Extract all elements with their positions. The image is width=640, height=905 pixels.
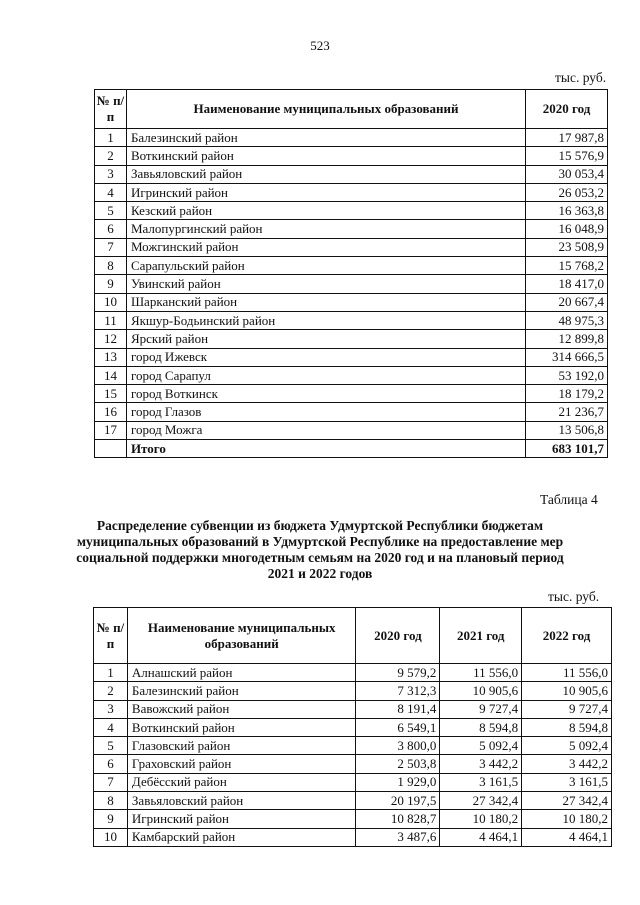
row-number: 6 [94, 755, 128, 773]
table2 [93, 607, 612, 847]
table-row [95, 366, 608, 384]
value-2021: 3 442,2 [440, 755, 522, 773]
row-number: 2 [94, 682, 128, 700]
value-2020: 23 508,9 [526, 238, 608, 256]
municipality-name: город Ижевск [126, 348, 525, 366]
table-row [94, 810, 612, 828]
table-row [95, 330, 608, 348]
municipality-name: Дебёсский район [127, 773, 356, 791]
value-2022: 8 594,8 [522, 718, 612, 736]
value-2021: 3 161,5 [440, 773, 522, 791]
municipality-name: Алнашский район [127, 664, 356, 682]
table-row [95, 129, 608, 147]
value-2020: 30 053,4 [526, 165, 608, 183]
municipality-name: Якшур-Бодьинский район [126, 311, 525, 329]
row-number: 7 [94, 773, 128, 791]
table2-unit: тыс. руб. [548, 589, 600, 604]
municipality-name: Ярский район [126, 330, 525, 348]
row-number: 9 [94, 810, 128, 828]
row-number: 16 [95, 403, 127, 421]
value-2022: 10 180,2 [522, 810, 612, 828]
table-row [94, 682, 612, 700]
table2-header-num: № п/п [94, 608, 128, 664]
table-row [95, 311, 608, 329]
row-number: 4 [94, 718, 128, 736]
row-number: 7 [95, 238, 127, 256]
municipality-name: Игринский район [127, 810, 356, 828]
table1-header-num: № п/п [95, 90, 127, 129]
row-number: 3 [94, 700, 128, 718]
value-2022: 3 161,5 [522, 773, 612, 791]
value-2020: 48 975,3 [526, 311, 608, 329]
municipality-name: Глазовский район [127, 737, 356, 755]
municipality-name: Балезинский район [127, 682, 356, 700]
value-2020: 26 053,2 [526, 183, 608, 201]
value-2021: 27 342,4 [440, 792, 522, 810]
municipality-name: город Воткинск [126, 385, 525, 403]
row-number: 14 [95, 366, 127, 384]
row-number: 6 [95, 220, 127, 238]
row-number: 5 [95, 202, 127, 220]
table-row [95, 257, 608, 275]
value-2020: 314 666,5 [526, 348, 608, 366]
municipality-name: Шарканский район [126, 293, 525, 311]
municipality-name: Вавожский район [127, 700, 356, 718]
table1-header-2020: 2020 год [526, 90, 608, 129]
municipality-name: Камбарский район [127, 828, 356, 846]
value-2021: 9 727,4 [440, 700, 522, 718]
total-value-2020: 683 101,7 [526, 440, 608, 458]
value-2020: 16 048,9 [526, 220, 608, 238]
municipality-name: Завьяловский район [127, 792, 356, 810]
value-2020: 18 417,0 [526, 275, 608, 293]
table-row [95, 275, 608, 293]
value-2022: 3 442,2 [522, 755, 612, 773]
table2-header-2021: 2021 год [440, 608, 522, 664]
value-2022: 9 727,4 [522, 700, 612, 718]
table2-header-2020: 2020 год [356, 608, 440, 664]
value-2021: 4 464,1 [440, 828, 522, 846]
value-2020: 3 800,0 [356, 737, 440, 755]
table2-header-2022: 2022 год [522, 608, 612, 664]
table-row [95, 403, 608, 421]
total-label: Итого [126, 440, 525, 458]
table-row [95, 293, 608, 311]
value-2021: 10 180,2 [440, 810, 522, 828]
table-row [94, 718, 612, 736]
value-2020: 6 549,1 [356, 718, 440, 736]
value-2020: 20 667,4 [526, 293, 608, 311]
row-number: 8 [95, 257, 127, 275]
municipality-name: Граховский район [127, 755, 356, 773]
table-row [94, 737, 612, 755]
row-number: 5 [94, 737, 128, 755]
row-number: 2 [95, 147, 127, 165]
table2-header-name: Наименование муниципальных образований [127, 608, 356, 664]
table-row [95, 385, 608, 403]
row-number: 10 [94, 828, 128, 846]
table-row [94, 755, 612, 773]
municipality-name: Сарапульский район [126, 257, 525, 275]
row-number: 15 [95, 385, 127, 403]
value-2020: 21 236,7 [526, 403, 608, 421]
value-2020: 16 363,8 [526, 202, 608, 220]
municipality-name: Завьяловский район [126, 165, 525, 183]
value-2021: 10 905,6 [440, 682, 522, 700]
value-2020: 12 899,8 [526, 330, 608, 348]
municipality-name: Воткинский район [127, 718, 356, 736]
value-2020: 10 828,7 [356, 810, 440, 828]
table-row [95, 202, 608, 220]
table-row [94, 700, 612, 718]
value-2021: 5 092,4 [440, 737, 522, 755]
municipality-name: Игринский район [126, 183, 525, 201]
table-row [95, 220, 608, 238]
page-number: 523 [310, 38, 330, 53]
table2-caption: Таблица 4 [540, 492, 598, 507]
table1-header-name: Наименование муниципальных образований [126, 90, 525, 129]
municipality-name: Увинский район [126, 275, 525, 293]
table-row [94, 828, 612, 846]
table-row [94, 792, 612, 810]
value-2020: 15 576,9 [526, 147, 608, 165]
value-2020: 18 179,2 [526, 385, 608, 403]
row-number: 17 [95, 421, 127, 439]
value-2020: 1 929,0 [356, 773, 440, 791]
value-2022: 5 092,4 [522, 737, 612, 755]
table1 [94, 89, 608, 458]
table1-unit: тыс. руб. [555, 70, 607, 85]
municipality-name: город Глазов [126, 403, 525, 421]
table-row [94, 773, 612, 791]
row-number: 8 [94, 792, 128, 810]
empty-cell [95, 440, 127, 458]
value-2022: 4 464,1 [522, 828, 612, 846]
value-2020: 13 506,8 [526, 421, 608, 439]
municipality-name: город Можга [126, 421, 525, 439]
value-2022: 27 342,4 [522, 792, 612, 810]
value-2020: 53 192,0 [526, 366, 608, 384]
value-2020: 17 987,8 [526, 129, 608, 147]
value-2020: 9 579,2 [356, 664, 440, 682]
value-2020: 8 191,4 [356, 700, 440, 718]
table-row [95, 348, 608, 366]
value-2022: 11 556,0 [522, 664, 612, 682]
municipality-name: Балезинский район [126, 129, 525, 147]
municipality-name: Малопургинский район [126, 220, 525, 238]
value-2020: 3 487,6 [356, 828, 440, 846]
municipality-name: Воткинский район [126, 147, 525, 165]
value-2020: 20 197,5 [356, 792, 440, 810]
value-2022: 10 905,6 [522, 682, 612, 700]
row-number: 1 [94, 664, 128, 682]
total-row [95, 440, 608, 458]
municipality-name: Можгинский район [126, 238, 525, 256]
value-2021: 8 594,8 [440, 718, 522, 736]
row-number: 9 [95, 275, 127, 293]
value-2021: 11 556,0 [440, 664, 522, 682]
table2-title: Распределение субвенции из бюджета Удмуртской Республики бюджетам муниципальных образований в Удмуртской Республике на предоставление мер социальной поддержки многодетным семьям на 2020 год и на плановый период 2021 и 2022 годов [76, 518, 564, 581]
row-number: 10 [95, 293, 127, 311]
table-row [95, 183, 608, 201]
table-row [95, 165, 608, 183]
municipality-name: город Сарапул [126, 366, 525, 384]
row-number: 12 [95, 330, 127, 348]
row-number: 13 [95, 348, 127, 366]
table-row [95, 147, 608, 165]
value-2020: 2 503,8 [356, 755, 440, 773]
value-2020: 15 768,2 [526, 257, 608, 275]
row-number: 3 [95, 165, 127, 183]
table-row [95, 421, 608, 439]
value-2020: 7 312,3 [356, 682, 440, 700]
row-number: 11 [95, 311, 127, 329]
municipality-name: Кезский район [126, 202, 525, 220]
table-row [94, 664, 612, 682]
table-row [95, 238, 608, 256]
row-number: 4 [95, 183, 127, 201]
row-number: 1 [95, 129, 127, 147]
